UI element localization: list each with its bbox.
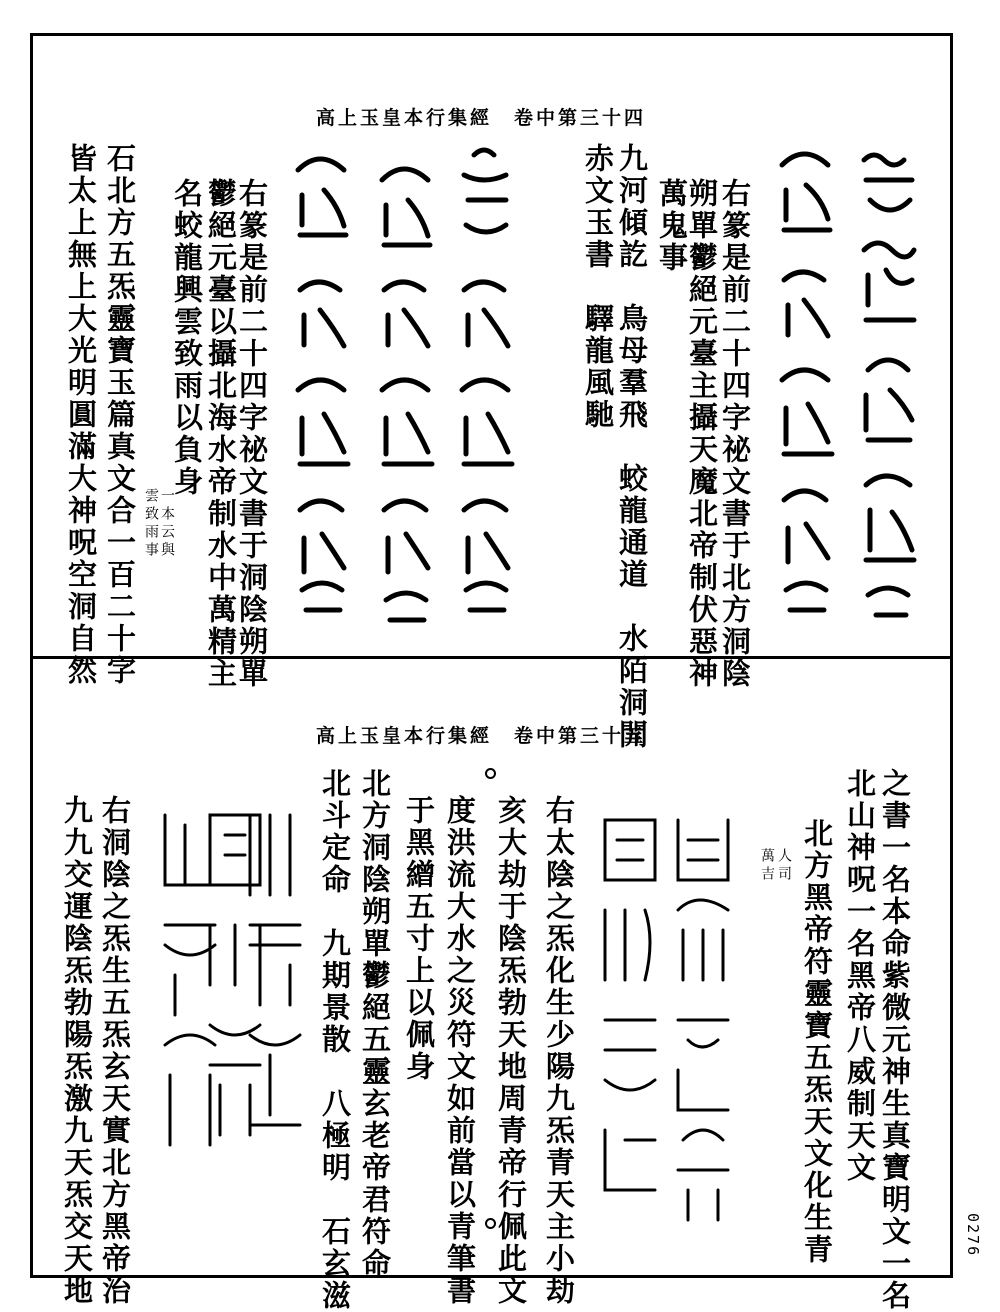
annotation-note: 萬吉 xyxy=(759,848,775,884)
text-column: 右篆是前二十四字祕文書于洞陰朔單 xyxy=(235,178,269,690)
text-column: 亥大劫于陰炁勃天地周青帝行佩此文 xyxy=(494,795,528,1307)
panel-divider xyxy=(30,656,953,659)
annotation-note: 一本云與 xyxy=(159,488,175,560)
text-column: 赤文玉書 驛龍風馳 xyxy=(581,143,615,431)
text-column: 萬鬼事 xyxy=(655,178,689,274)
text-column: 名蛟龍興雲致雨以負身 xyxy=(170,178,204,498)
seal-script-column xyxy=(774,140,840,630)
text-column: 北方黑帝符靈寶五炁天文化生青 xyxy=(800,818,834,1266)
talisman-glyph-column xyxy=(668,810,738,1230)
seal-script-column xyxy=(454,140,520,630)
seal-script-column xyxy=(856,140,922,630)
text-column: 朔單鬱絕元臺主攝天魔北帝制伏惡神 xyxy=(685,178,719,690)
text-column: 于黑繒五寸上以佩身 xyxy=(402,795,436,1083)
top-header: 高上玉皇本行集經 卷中第三十四 xyxy=(316,107,647,129)
text-column: 之書一名本命紫微元神生真寶明文一名 xyxy=(878,768,912,1312)
text-column: 右篆是前二十四字祕文書于北方洞陰 xyxy=(718,178,752,690)
seal-script-column xyxy=(374,140,440,630)
page-number: 0276 xyxy=(964,1213,982,1258)
text-column: 九九交運陰炁勃陽炁激九天炁交天地 xyxy=(60,795,94,1307)
text-column: 右洞陰之炁生五炁玄天實北方黑帝治 xyxy=(98,795,132,1307)
text-column: 石北方五炁靈寶玉篇真文合一百二十字 xyxy=(103,143,137,687)
text-column: 度洪流大水之災符文如前當以青筆書 xyxy=(443,795,477,1307)
text-column: 北斗定命 九期景散 八極明 石玄滋 xyxy=(318,768,352,1312)
talisman-glyph-column xyxy=(595,810,665,1230)
text-column: 北方洞陰朔單鬱絕五靈玄老帝君符命 xyxy=(358,768,392,1280)
text-column: 右太陰之炁化生少陽九炁青天主小劫 xyxy=(542,795,576,1307)
bottom-header: 高上玉皇本行集經 卷中第三十五 xyxy=(316,725,647,747)
annotation-note: 人司 xyxy=(776,848,792,884)
text-column: 鬱絕元臺以攝北海水帝制水中萬精主 xyxy=(204,178,238,690)
circle-mark-icon xyxy=(485,1218,496,1229)
text-column: 九河傾訖 鳥母羣飛 蛟龍通道 水陌洞開 xyxy=(615,143,649,751)
seal-script-column xyxy=(290,140,356,630)
text-column: 北山神呪一名黑帝八威制天文 xyxy=(843,768,877,1184)
text-column: 皆太上無上大光明圓滿大神呪空洞自然 xyxy=(64,143,98,687)
circle-mark-icon xyxy=(485,768,496,779)
annotation-note: 雲致雨事 xyxy=(143,488,159,560)
talisman-glyph-column xyxy=(155,805,225,1185)
